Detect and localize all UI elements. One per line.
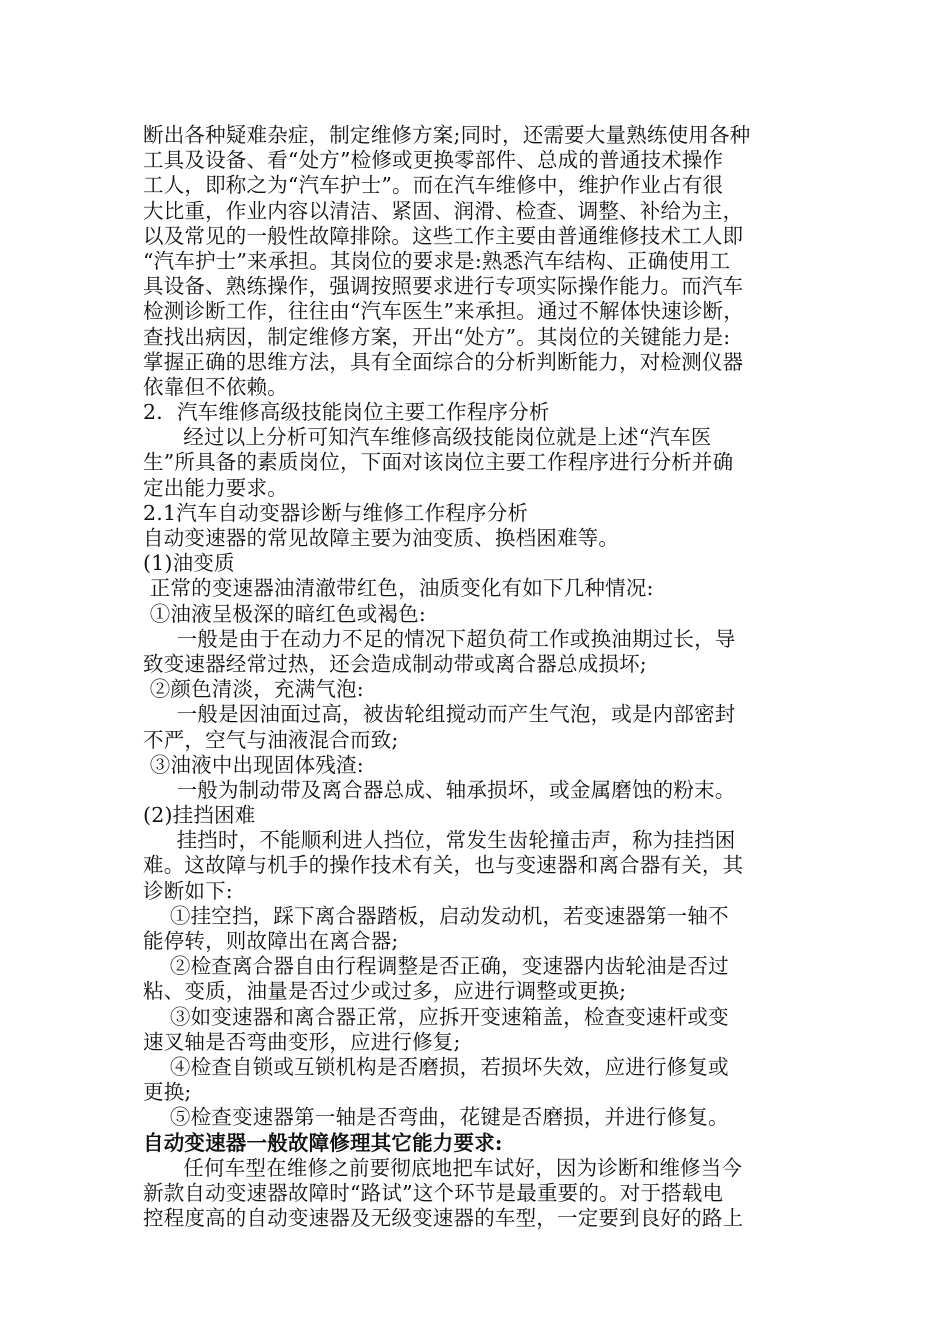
text-line: 掌握正确的思维方法，具有全面综合的分析判断能力，对检测仪器 — [143, 349, 744, 374]
text-line: 一般为制动带及离合器总成、轴承损坏，或金属磨蚀的粉末。 — [143, 777, 736, 802]
text-line: 自动变速器的常见故障主要为油变质、换档困难等。 — [143, 526, 620, 550]
text-line: 工人，即称之为“汽车护士”。而在汽车维修中，维护作业占有很 — [143, 173, 724, 198]
text-line: 挂挡时，不能顺利进人挡位，常发生齿轮撞击声，称为挂挡困 — [143, 828, 736, 853]
text-line: 正常的变速器油清澈带红色，油质变化有如下几种情况: — [143, 576, 654, 601]
list-item: ②检查离合器自由行程调整是否正确，变速器内齿轮油是否过 — [143, 954, 729, 979]
list-item: ④检查自锁或互锁机构是否磨损，若损坏失效，应进行修复或 — [143, 1054, 729, 1079]
list-item: ⑤检查变速器第一轴是否弯曲，花键是否磨损，并进行修复。 — [143, 1105, 729, 1130]
text-line: 定出能力要求。 — [143, 475, 288, 500]
text-line: 生”所具备的素质岗位，下面对该岗位主要工作程序进行分析并确 — [143, 450, 734, 475]
text-line: 经过以上分析可知汽车维修高级技能岗位就是上述“汽车医 — [143, 425, 712, 450]
text-line: 能停转，则故障出在离合器; — [143, 929, 399, 953]
text-line: 诊断如下: — [143, 878, 233, 903]
text-line: 一般是由于在动力不足的情况下超负荷工作或换油期过长，导 — [143, 626, 736, 651]
list-item: ①挂空挡，踩下离合器踏板，启动发动机，若变速器第一轴不 — [143, 903, 729, 928]
text-line: 致变速器经常过热，还会造成制动带或离合器总成损坏; — [143, 651, 647, 676]
text-line: 新款自动变速器故障时“路试”这个环节是最重要的。对于搭载电 — [143, 1180, 724, 1205]
text-line: 工具及设备、看“处方”检修或更换零部件、总成的普通技术操作 — [143, 148, 724, 173]
document-body — [143, 123, 813, 1231]
text-line: 断出各种疑难杂症，制定维修方案;同时，还需要大量熟练使用各种 — [143, 123, 751, 147]
text-line: 难。这故障与机手的操作技术有关，也与变速器和离合器有关，其 — [143, 853, 744, 878]
text-line: 一般是因油面过高，被齿轮组搅动而产生气泡，或是内部密封 — [143, 702, 736, 727]
text-line: 依靠但不依赖。 — [143, 374, 288, 399]
text-line: 具设备、熟练操作，强调按照要求进行专项实际操作能力。而汽车 — [143, 274, 744, 299]
section-heading: 2．汽车维修高级技能岗位主要工作程序分析 — [143, 400, 550, 425]
text-line: 速叉轴是否弯曲变形，应进行修复; — [143, 1029, 461, 1054]
text-line: 粘、变质，油量是否过少或过多，应进行调整或更换; — [143, 979, 627, 1004]
list-item: ②颜色清淡，充满气泡: — [143, 677, 364, 702]
text-line: 控程度高的自动变速器及无级变速器的车型，一定要到良好的路上 — [143, 1206, 744, 1231]
text-line: 任何车型在维修之前要彻底地把车试好，因为诊断和维修当今 — [143, 1155, 743, 1180]
bold-heading: 自动变速器一般故障修理其它能力要求: — [143, 1130, 503, 1155]
item-heading: (1)油变质 — [143, 551, 235, 576]
text-line: 大比重，作业内容以清洁、紧固、润滑、检查、调整、补给为主， — [143, 198, 744, 223]
item-heading: (2)挂挡困难 — [143, 803, 256, 828]
text-line: 不严，空气与油液混合而致; — [143, 727, 399, 752]
text-line: 更换; — [143, 1080, 192, 1105]
text-line: 检测诊断工作，往往由“汽车医生”来承担。通过不解体快速诊断， — [143, 299, 744, 324]
list-item: ③如变速器和离合器正常，应拆开变速箱盖，检查变速杆或变 — [143, 1004, 729, 1029]
text-line: 以及常见的一般性故障排除。这些工作主要由普通维修技术工人即 — [143, 223, 744, 248]
text-line: “汽车护士”来承担。其岗位的要求是:熟悉汽车结构、正确使用工 — [143, 248, 731, 273]
text-line: 查找出病因，制定维修方案，开出“处方”。其岗位的关键能力是: — [143, 324, 731, 349]
list-item: ③油液中出现固体残渣: — [143, 752, 364, 777]
subsection-heading: 2.1汽车自动变器诊断与维修工作程序分析 — [143, 500, 529, 525]
list-item: ①油液呈极深的暗红色或褐色: — [143, 601, 426, 626]
